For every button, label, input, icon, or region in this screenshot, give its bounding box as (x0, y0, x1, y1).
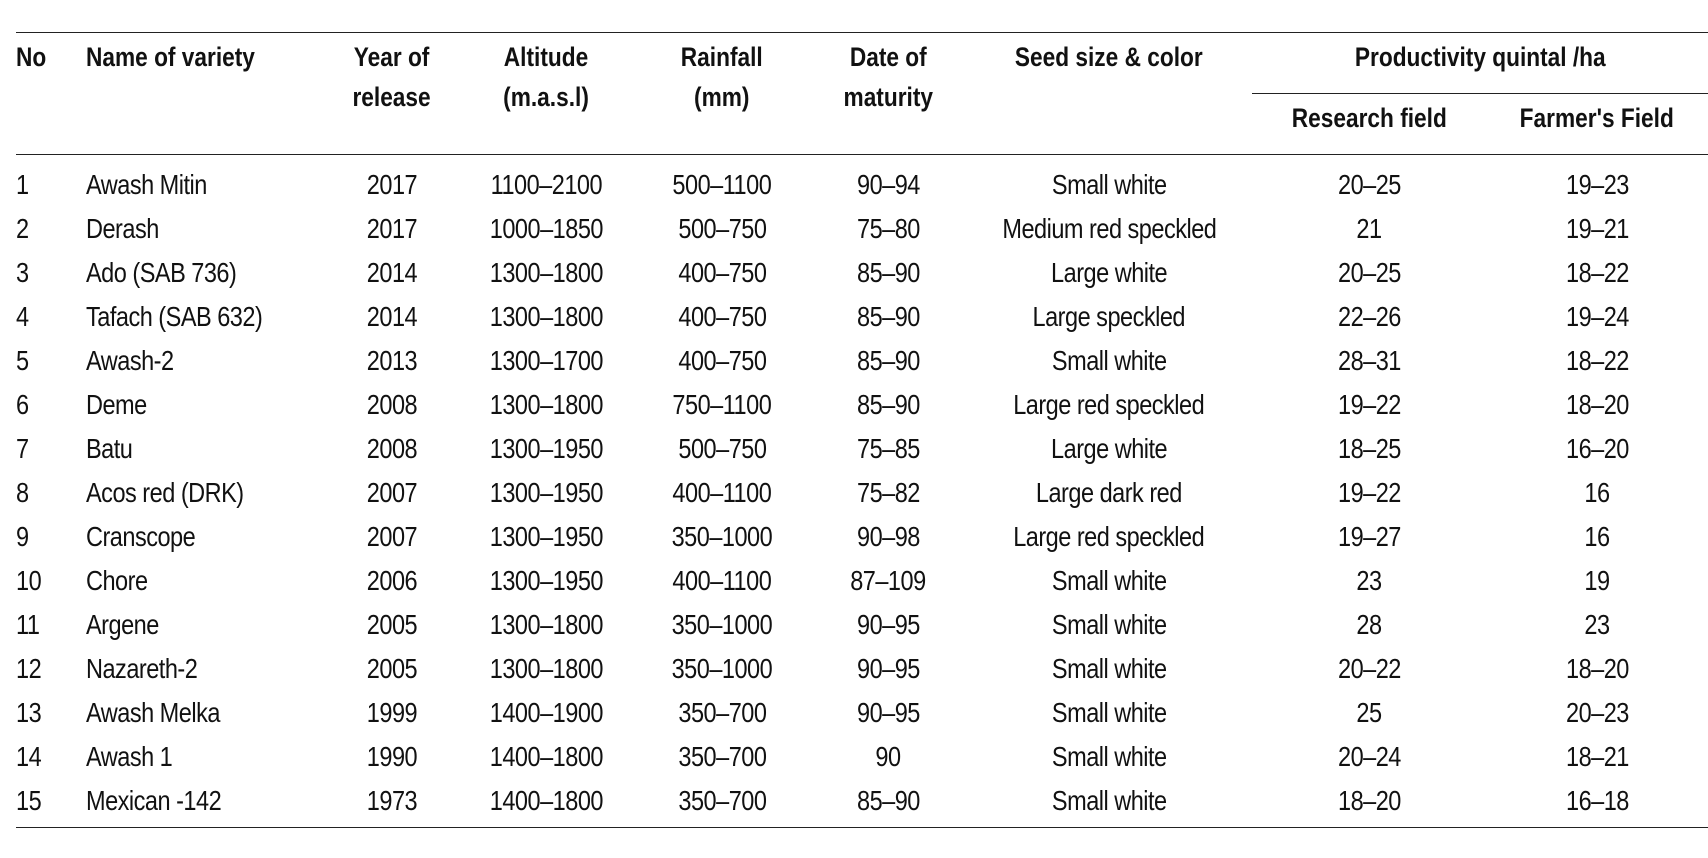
cell-maturity: 90–95 (856, 653, 920, 684)
header-rainfall: Rainfall (mm) (681, 42, 763, 112)
header-name: Name of variety (86, 42, 255, 72)
cell-farmers-field: 16 (1584, 521, 1610, 552)
cell-variety-name: Chore (86, 565, 148, 596)
table-row (16, 207, 1708, 251)
cell-maturity: 75–82 (856, 477, 920, 508)
cell-research-field: 20–22 (1337, 653, 1401, 684)
cell-seed: Small white (1051, 741, 1167, 772)
cell-farmers-field: 19 (1584, 565, 1610, 596)
cell-rainfall: 350–700 (677, 785, 767, 816)
cell-farmers-field: 19–24 (1565, 301, 1629, 332)
cell-seed: Small white (1051, 345, 1167, 376)
cell-variety-name: Acos red (DRK) (86, 477, 244, 508)
table-row (16, 251, 1708, 295)
cell-rainfall: 400–750 (677, 301, 767, 332)
cell-research-field: 18–20 (1337, 785, 1401, 816)
cell-no: 6 (16, 389, 29, 420)
cell-year: 2008 (366, 389, 418, 420)
cell-farmers-field: 18–21 (1565, 741, 1629, 772)
cell-year: 2007 (366, 521, 418, 552)
cell-altitude: 1100–2100 (490, 169, 602, 200)
cell-research-field: 23 (1356, 565, 1382, 596)
cell-year: 2017 (366, 213, 418, 244)
cell-altitude: 1300–1800 (489, 653, 603, 684)
table-row (16, 295, 1708, 339)
cell-altitude: 1300–1950 (489, 521, 603, 552)
cell-no: 7 (16, 433, 29, 464)
table-row (16, 339, 1708, 383)
cell-variety-name: Tafach (SAB 632) (86, 301, 263, 332)
header-research-field: Research field (1252, 94, 1486, 155)
cell-rainfall: 400–750 (677, 345, 767, 376)
header-year: Year of release (352, 42, 432, 112)
cell-variety-name: Awash 1 (86, 741, 173, 772)
cell-maturity: 85–90 (856, 389, 920, 420)
cell-variety-name: Awash-2 (86, 345, 174, 376)
cell-altitude: 1300–1800 (489, 257, 603, 288)
cell-research-field: 18–25 (1337, 433, 1401, 464)
cell-altitude: 1400–1900 (489, 697, 603, 728)
cell-no: 10 (16, 565, 42, 596)
cell-variety-name: Batu (86, 433, 133, 464)
cell-maturity: 85–90 (856, 301, 920, 332)
cell-research-field: 22–26 (1337, 301, 1401, 332)
cell-maturity: 90 (875, 741, 901, 772)
cell-variety-name: Derash (86, 213, 159, 244)
cell-year: 2005 (366, 609, 418, 640)
cell-research-field: 25 (1356, 697, 1382, 728)
table-row (16, 559, 1708, 603)
cell-altitude: 1000–1850 (489, 213, 603, 244)
cell-seed: Small white (1051, 653, 1167, 684)
cell-rainfall: 400–750 (677, 257, 767, 288)
cell-farmers-field: 16 (1584, 477, 1610, 508)
cell-maturity: 85–90 (856, 785, 920, 816)
cell-research-field: 19–22 (1337, 477, 1401, 508)
cell-farmers-field: 16–18 (1565, 785, 1629, 816)
cell-altitude: 1300–1950 (489, 477, 603, 508)
cell-altitude: 1300–1800 (489, 301, 603, 332)
cell-seed: Large white (1050, 433, 1168, 464)
cell-research-field: 19–22 (1337, 389, 1401, 420)
cell-no: 15 (16, 785, 42, 816)
cell-seed: Small white (1051, 565, 1167, 596)
cell-seed: Small white (1051, 697, 1167, 728)
cell-rainfall: 350–700 (677, 697, 767, 728)
cell-farmers-field: 20–23 (1565, 697, 1629, 728)
cell-research-field: 19–27 (1337, 521, 1401, 552)
cell-farmers-field: 18–22 (1565, 345, 1629, 376)
table-row (16, 647, 1708, 691)
cell-no: 9 (16, 521, 29, 552)
cell-research-field: 21 (1356, 213, 1382, 244)
header-productivity: Productivity quintal /ha (1354, 42, 1606, 72)
cell-farmers-field: 16–20 (1565, 433, 1629, 464)
table-header (16, 33, 1708, 155)
cell-research-field: 20–25 (1337, 169, 1401, 200)
cell-no: 3 (16, 257, 29, 288)
cell-seed: Small white (1051, 169, 1167, 200)
cell-year: 2013 (366, 345, 418, 376)
cell-seed: Large red speckled (1013, 389, 1205, 420)
cell-year: 2005 (366, 653, 418, 684)
cell-no: 2 (16, 213, 29, 244)
cell-rainfall: 500–750 (677, 213, 767, 244)
header-no: No (16, 42, 47, 72)
cell-maturity: 85–90 (856, 257, 920, 288)
cell-altitude: 1300–1800 (489, 389, 603, 420)
cell-variety-name: Nazareth-2 (86, 653, 198, 684)
cell-farmers-field: 18–22 (1565, 257, 1629, 288)
table-row (16, 471, 1708, 515)
cell-farmers-field: 19–21 (1565, 213, 1629, 244)
cell-maturity: 75–85 (856, 433, 920, 464)
cell-year: 2014 (366, 257, 418, 288)
cell-seed: Large red speckled (1013, 521, 1205, 552)
cell-farmers-field: 18–20 (1565, 653, 1629, 684)
header-farmers-field: Farmer's Field (1486, 94, 1708, 155)
cell-no: 14 (16, 741, 42, 772)
table-row (16, 383, 1708, 427)
cell-seed: Small white (1051, 785, 1167, 816)
cell-altitude: 1400–1800 (489, 741, 603, 772)
cell-variety-name: Ado (SAB 736) (86, 257, 237, 288)
cell-year: 2007 (366, 477, 418, 508)
cell-altitude: 1300–1700 (489, 345, 603, 376)
cell-rainfall: 350–1000 (671, 653, 773, 684)
cell-variety-name: Deme (86, 389, 147, 420)
cell-maturity: 87–109 (850, 565, 926, 596)
cell-rainfall: 500–1100 (672, 169, 772, 200)
cell-rainfall: 400–1100 (672, 565, 772, 596)
cell-rainfall: 350–1000 (671, 521, 773, 552)
cell-rainfall: 350–700 (677, 741, 767, 772)
table-body (16, 155, 1708, 828)
cell-farmers-field: 23 (1584, 609, 1610, 640)
cell-no: 13 (16, 697, 42, 728)
cell-altitude: 1300–1950 (489, 565, 603, 596)
cell-maturity: 90–95 (856, 609, 920, 640)
cell-no: 12 (16, 653, 42, 684)
table-row (16, 691, 1708, 735)
cell-seed: Large dark red (1036, 477, 1182, 508)
cell-seed: Small white (1051, 609, 1167, 640)
table-row (16, 603, 1708, 647)
cell-year: 2014 (366, 301, 418, 332)
cell-maturity: 85–90 (856, 345, 920, 376)
cell-seed: Large white (1050, 257, 1168, 288)
table-row (16, 427, 1708, 471)
cell-seed: Large speckled (1032, 301, 1186, 332)
cell-no: 11 (16, 609, 40, 640)
header-altitude: Altitude (m.a.s.l) (503, 42, 589, 112)
cell-rainfall: 350–1000 (671, 609, 773, 640)
cell-rainfall: 500–750 (677, 433, 767, 464)
cell-seed: Medium red speckled (1002, 213, 1216, 244)
cell-year: 2006 (366, 565, 418, 596)
cell-farmers-field: 19–23 (1565, 169, 1629, 200)
cell-altitude: 1300–1950 (489, 433, 603, 464)
cell-farmers-field: 18–20 (1565, 389, 1629, 420)
header-seed: Seed size & color (1015, 42, 1203, 72)
table-row (16, 515, 1708, 559)
cell-year: 2017 (366, 169, 418, 200)
cell-variety-name: Mexican -142 (86, 785, 222, 816)
cell-year: 2008 (366, 433, 418, 464)
cell-year: 1973 (366, 785, 418, 816)
cell-no: 8 (16, 477, 29, 508)
cell-research-field: 28–31 (1337, 345, 1401, 376)
table-row (16, 155, 1708, 208)
cell-rainfall: 400–1100 (672, 477, 772, 508)
cell-no: 4 (16, 301, 29, 332)
cell-rainfall: 750–1100 (672, 389, 772, 420)
cell-year: 1999 (366, 697, 418, 728)
cell-maturity: 90–94 (856, 169, 920, 200)
table-row (16, 735, 1708, 779)
cell-altitude: 1300–1800 (489, 609, 603, 640)
cell-variety-name: Awash Mitin (86, 169, 207, 200)
cell-no: 1 (16, 169, 29, 200)
cell-research-field: 28 (1356, 609, 1382, 640)
cell-research-field: 20–24 (1337, 741, 1401, 772)
table-row (16, 779, 1708, 828)
header-maturity: Date of maturity (843, 42, 933, 112)
variety-table (16, 32, 1708, 828)
cell-variety-name: Cranscope (86, 521, 196, 552)
cell-maturity: 75–80 (856, 213, 920, 244)
cell-research-field: 20–25 (1337, 257, 1401, 288)
variety-table-container (16, 32, 1708, 828)
cell-altitude: 1400–1800 (489, 785, 603, 816)
cell-variety-name: Argene (86, 609, 159, 640)
cell-year: 1990 (366, 741, 418, 772)
cell-no: 5 (16, 345, 29, 376)
cell-variety-name: Awash Melka (86, 697, 220, 728)
cell-maturity: 90–98 (856, 521, 920, 552)
cell-maturity: 90–95 (856, 697, 920, 728)
